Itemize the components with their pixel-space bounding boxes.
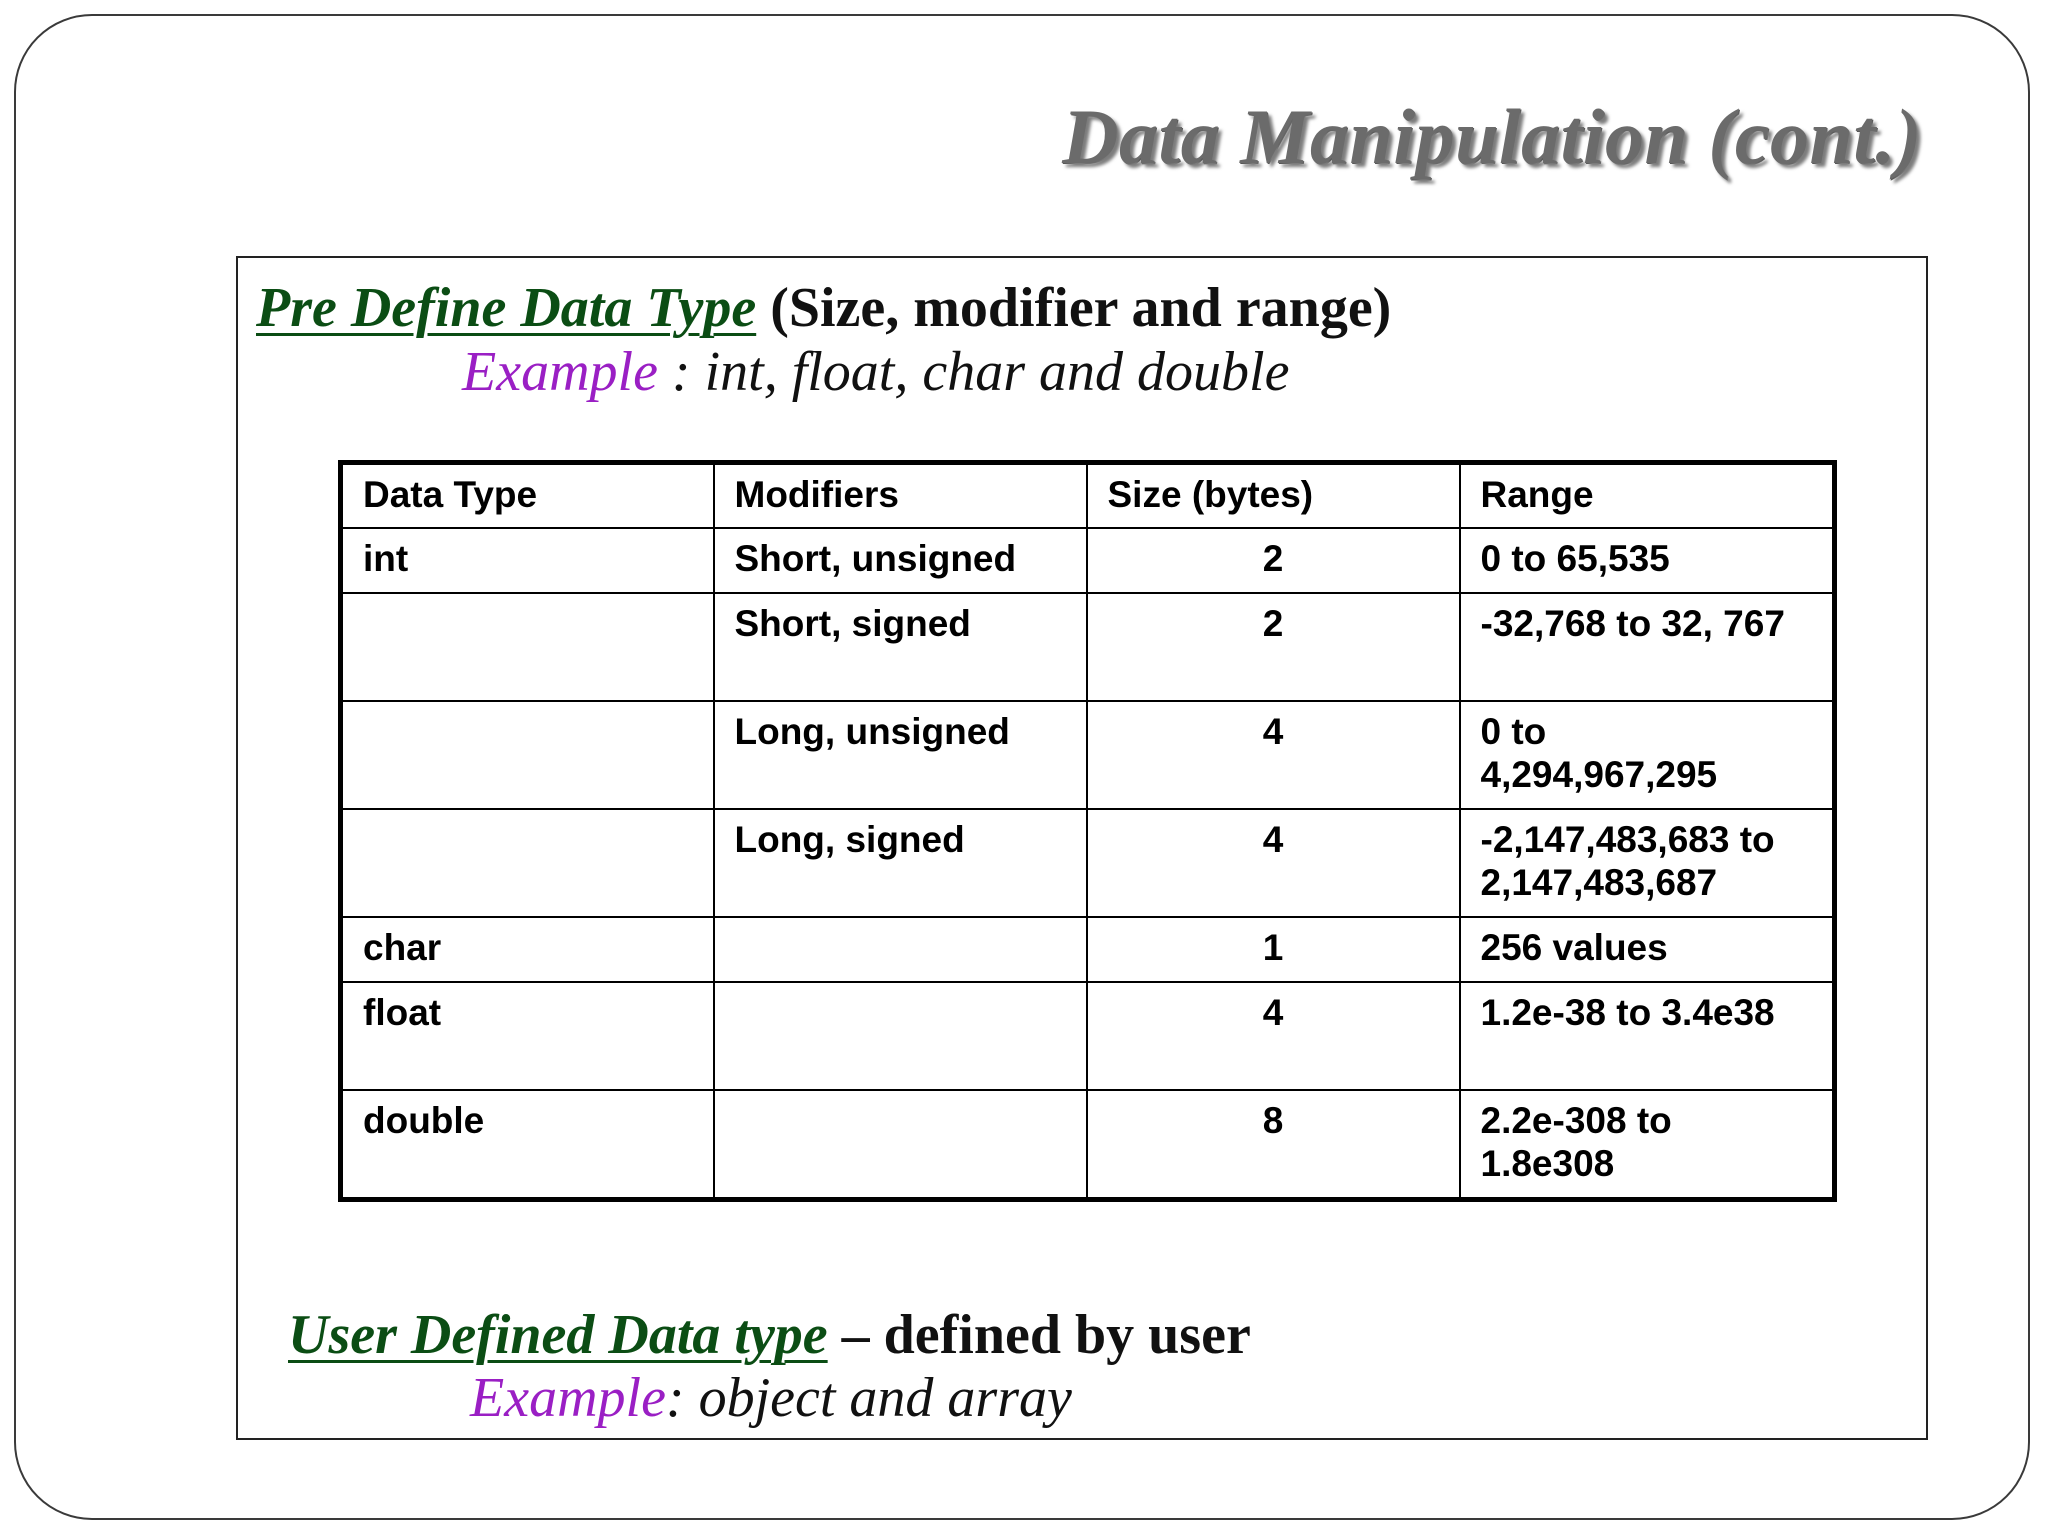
userdefined-example: [470, 1366, 1072, 1430]
slide-title: Data Manipulation (cont.): [1062, 93, 1922, 180]
cell-range-line: 1.8e308: [1480, 1143, 1615, 1184]
cell-modifiers: [714, 917, 1087, 982]
cell-type: [341, 593, 714, 701]
cell-range: 0 to 65,535: [1460, 528, 1835, 593]
cell-size: 8: [1087, 1090, 1460, 1200]
cell-type: int: [341, 528, 714, 593]
cell-range: 1.2e-38 to 3.4e38: [1460, 982, 1835, 1090]
table-row: [341, 593, 1835, 701]
cell-range: [1460, 809, 1835, 917]
cell-modifiers: [714, 982, 1087, 1090]
table-row: [341, 701, 1835, 809]
cell-size: 4: [1087, 809, 1460, 917]
predefined-example-label: Example: [462, 341, 658, 403]
cell-range-line: -2,147,483,683 to: [1480, 819, 1775, 860]
cell-type: float: [341, 982, 714, 1090]
content-box: [236, 256, 1928, 1440]
header-size: Size (bytes): [1087, 463, 1460, 529]
table-header-row: [341, 463, 1835, 529]
cell-modifiers: Long, signed: [714, 809, 1087, 917]
cell-size: 2: [1087, 593, 1460, 701]
cell-range-line: 2,147,483,687: [1480, 862, 1718, 903]
cell-modifiers: Long, unsigned: [714, 701, 1087, 809]
cell-range-line: 2.2e-308 to: [1480, 1100, 1672, 1141]
header-data-type: Data Type: [341, 463, 714, 529]
table-row: [341, 917, 1835, 982]
cell-type: [341, 809, 714, 917]
table-row: [341, 528, 1835, 593]
cell-range-line: 4,294,967,295: [1480, 754, 1718, 795]
cell-range: [1460, 701, 1835, 809]
header-modifiers: Modifiers: [714, 463, 1087, 529]
table-row: [341, 982, 1835, 1090]
cell-modifiers: Short, signed: [714, 593, 1087, 701]
cell-range: -32,768 to 32, 767: [1460, 593, 1835, 701]
header-range: Range: [1460, 463, 1835, 529]
userdefined-description: – defined by user: [827, 1304, 1251, 1366]
predefined-description: (Size, modifier and range): [756, 277, 1392, 339]
predefined-term: Pre Define Data Type: [256, 277, 757, 339]
cell-type: char: [341, 917, 714, 982]
cell-modifiers: [714, 1090, 1087, 1200]
userdefined-heading: [288, 1303, 1251, 1367]
cell-type: double: [341, 1090, 714, 1200]
data-type-table: [338, 460, 1837, 1202]
userdefined-example-label: Example: [470, 1367, 666, 1429]
table-row: [341, 809, 1835, 917]
cell-range: 256 values: [1460, 917, 1835, 982]
cell-range: [1460, 1090, 1835, 1200]
cell-modifiers: Short, unsigned: [714, 528, 1087, 593]
cell-size: 4: [1087, 701, 1460, 809]
cell-type: [341, 701, 714, 809]
predefined-heading: [256, 276, 1391, 340]
predefined-example: [462, 340, 1289, 404]
predefined-example-text: : int, float, char and double: [657, 341, 1290, 403]
userdefined-term: User Defined Data type: [288, 1304, 828, 1366]
cell-size: 1: [1087, 917, 1460, 982]
cell-range-line: 0 to: [1480, 711, 1547, 752]
cell-size: 4: [1087, 982, 1460, 1090]
userdefined-example-text: : object and array: [665, 1367, 1072, 1429]
table-row: [341, 1090, 1835, 1200]
cell-size: 2: [1087, 528, 1460, 593]
